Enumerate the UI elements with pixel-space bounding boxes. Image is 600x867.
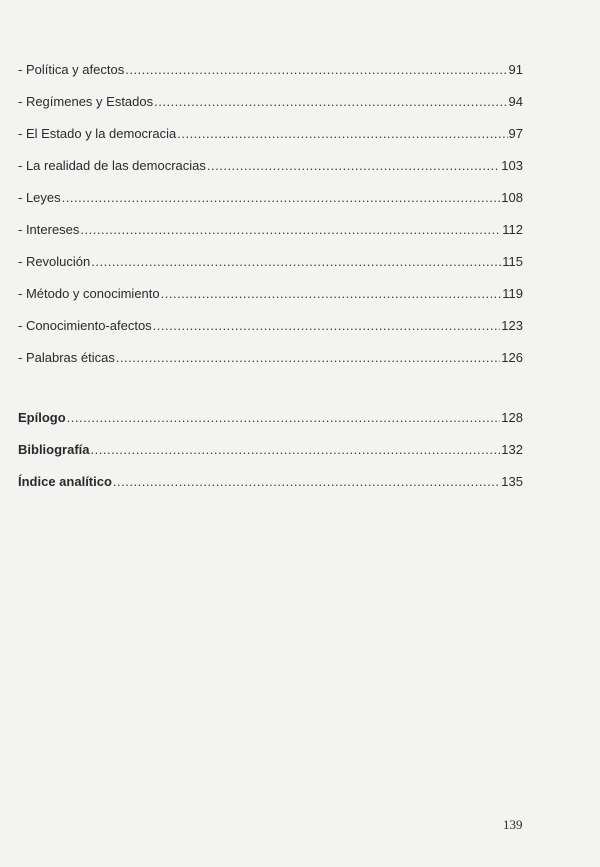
toc-entry-page: 132	[501, 442, 523, 457]
toc-entry-label: - Regímenes y Estados	[18, 94, 154, 109]
toc-entry-page: 126	[501, 350, 523, 365]
toc-entry-label: - Leyes	[18, 190, 61, 205]
toc-entry-page: 91	[508, 62, 523, 77]
toc-entry-page: 135	[501, 474, 523, 489]
page-number: 139	[503, 817, 523, 832]
dot-leader	[125, 62, 507, 77]
toc-entry-label: Índice analítico	[18, 474, 112, 489]
dot-leader	[116, 350, 500, 365]
toc-entry-label: Epílogo	[18, 410, 66, 425]
toc-entry-page: 97	[508, 126, 523, 141]
toc-entry	[18, 126, 523, 158]
toc-entry	[18, 286, 523, 318]
dot-leader	[91, 442, 501, 457]
toc-entry	[18, 222, 523, 254]
dot-leader	[161, 286, 502, 301]
toc-entry	[18, 158, 523, 190]
toc-entry	[18, 94, 523, 126]
toc-entry-page: 123	[501, 318, 523, 333]
dot-leader	[113, 474, 500, 489]
toc-entry-page: 112	[502, 222, 523, 237]
toc-entry-label: - Intereses	[18, 222, 80, 237]
dot-leader	[80, 222, 501, 237]
toc-entry-epilogo	[18, 410, 523, 442]
dot-leader	[207, 158, 500, 173]
toc-entry-bibliografia	[18, 442, 523, 474]
toc-entry-label: - El Estado y la democracia	[18, 126, 177, 141]
toc-entry-label: - La realidad de las democracias	[18, 158, 206, 173]
dot-leader	[62, 190, 501, 205]
toc-entry-page: 103	[501, 158, 523, 173]
dot-leader	[67, 410, 501, 425]
toc-entry-label: - Palabras éticas	[18, 350, 115, 365]
section-spacer	[18, 382, 523, 410]
toc-entry	[18, 350, 523, 382]
toc-entry	[18, 62, 523, 94]
dot-leader	[91, 254, 501, 269]
toc-entry-label: - Método y conocimiento	[18, 286, 160, 301]
toc-entry-label: - Política y afectos	[18, 62, 125, 77]
toc-entry-label: Bibliografía	[18, 442, 90, 457]
table-of-contents	[18, 62, 523, 506]
dot-leader	[153, 318, 501, 333]
toc-entry	[18, 190, 523, 222]
toc-entry-label: - Revolución	[18, 254, 91, 269]
toc-entry-page: 119	[502, 286, 523, 301]
toc-entry-page: 128	[501, 410, 523, 425]
dot-leader	[177, 126, 507, 141]
toc-entry-label: - Conocimiento-afectos	[18, 318, 152, 333]
toc-entry-page: 94	[508, 94, 523, 109]
toc-entry	[18, 318, 523, 350]
dot-leader	[154, 94, 507, 109]
toc-entry	[18, 254, 523, 286]
toc-entry-page: 108	[501, 190, 523, 205]
toc-entry-indice-analitico	[18, 474, 523, 506]
toc-entry-page: 115	[502, 254, 523, 269]
